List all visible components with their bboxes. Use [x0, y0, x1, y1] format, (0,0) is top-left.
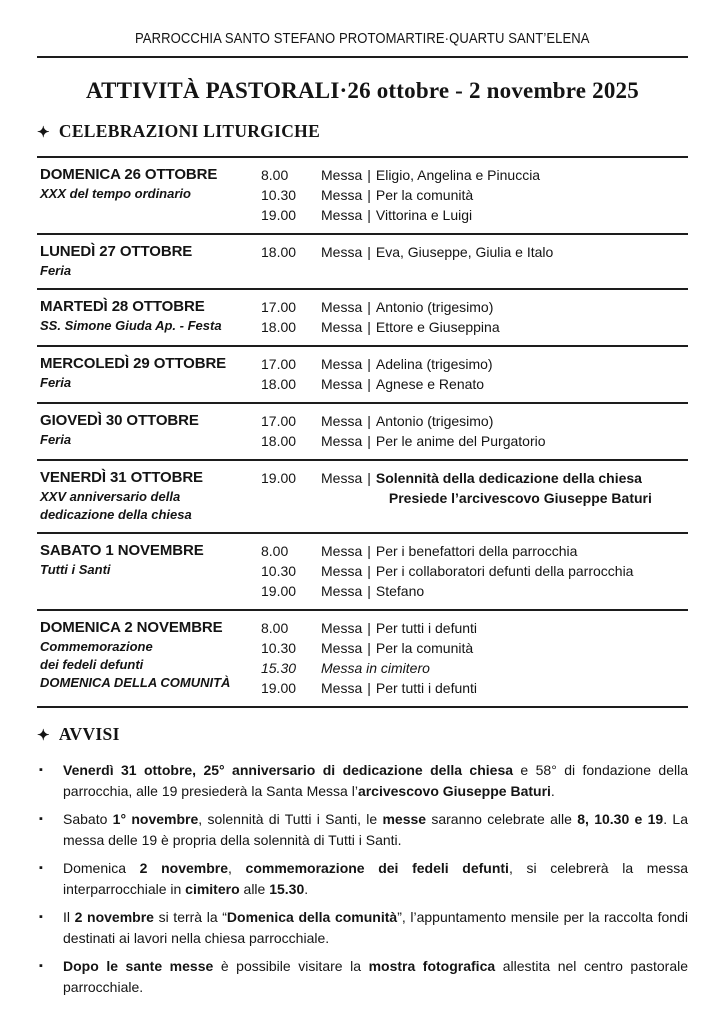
day-subtitle: SS. Simone Giuda Ap. - Festa	[40, 318, 222, 333]
avviso-text-segment: saranno celebrate alle	[426, 811, 578, 827]
mass-entry	[261, 468, 688, 508]
avviso-item	[37, 809, 688, 851]
avviso-text	[63, 809, 688, 851]
mass-description-line: Vittorina e Luigi	[375, 207, 473, 223]
mass-label: Messa	[321, 470, 363, 486]
mass-label: Messa	[321, 433, 363, 449]
day-subtitle: Feria	[40, 263, 72, 278]
parish-name: PARROCCHIA SANTO STEFANO PROTOMARTIRE·QUARTU SANT’ELENA	[135, 30, 590, 47]
square-bullet-icon: ▪	[39, 911, 43, 923]
mass-label: Messa	[321, 680, 363, 696]
mass-time: 10.30	[261, 187, 297, 203]
mass-description-line: Adelina (trigesimo)	[375, 356, 493, 372]
mass-entry	[261, 185, 688, 205]
mass-time: 19.00	[261, 583, 297, 599]
mass-label: Messa	[321, 640, 363, 656]
day-title: MARTEDÌ 28 OTTOBRE	[40, 298, 205, 315]
mass-entry	[261, 374, 688, 394]
avviso-text-segment: .	[304, 881, 309, 897]
mass-description	[376, 411, 688, 431]
mass-description	[376, 581, 688, 601]
mass-description-line: Solennità della dedicazione della chiesa	[375, 470, 642, 486]
mass-entry	[261, 618, 688, 638]
avviso-text-bold-segment: arcivescovo Giuseppe Baturi	[357, 783, 551, 799]
avviso-text-segment: ,	[228, 860, 246, 876]
day-cell	[37, 618, 261, 698]
mass-label: Messa	[321, 244, 363, 260]
pipe-separator: |	[367, 470, 371, 486]
day-subtitle: Commemorazione	[40, 639, 153, 654]
mass-list	[261, 618, 688, 698]
avviso-text-bold-segment: mostra fotografica	[368, 958, 496, 974]
avviso-text-segment: , solennità di Tutti i Santi, le	[198, 811, 383, 827]
day-title: DOMENICA 2 NOVEMBRE	[40, 619, 223, 636]
mass-time: 15.30	[261, 660, 297, 676]
mass-entry	[261, 354, 688, 374]
schedule-row	[37, 290, 688, 347]
mass-entry	[261, 658, 688, 678]
mass-label: Messa	[321, 563, 363, 579]
mass-description	[376, 297, 688, 317]
schedule-row	[37, 235, 688, 290]
schedule-row	[37, 611, 688, 708]
mass-entry	[261, 638, 688, 658]
mass-entry	[261, 561, 688, 581]
mass-description-line: Per la comunità	[375, 187, 474, 203]
mass-entry	[261, 317, 688, 337]
day-cell	[37, 354, 261, 394]
avviso-text-segment: , si celebrerà la messa interparrocchiale in	[63, 860, 689, 897]
pipe-separator: |	[367, 413, 371, 429]
mass-description-line: Per i benefattori della parrocchia	[375, 543, 578, 559]
day-subtitle: dei fedeli defunti	[40, 657, 144, 672]
day-subtitle: Feria	[40, 375, 72, 390]
avviso-text-segment: Domenica	[63, 860, 140, 876]
avviso-text	[63, 858, 688, 900]
mass-time: 18.00	[261, 244, 297, 260]
mass-description	[376, 431, 688, 451]
pipe-separator: |	[367, 207, 371, 223]
pipe-separator: |	[367, 299, 371, 315]
square-bullet-icon: ▪	[39, 862, 43, 874]
mass-description	[376, 354, 688, 374]
mass-description	[376, 205, 688, 225]
day-subtitle: Feria	[40, 432, 72, 447]
square-bullet-icon: ▪	[39, 813, 43, 825]
day-subtitle: XXX del tempo ordinario	[40, 186, 191, 201]
mass-entry	[261, 205, 688, 225]
day-title: DOMENICA 26 OTTOBRE	[40, 166, 218, 183]
pipe-separator: |	[367, 543, 371, 559]
day-subtitle: dedicazione della chiesa	[40, 507, 192, 522]
avviso-text-bold-segment: 1° novembre	[112, 811, 199, 827]
mass-description	[376, 638, 688, 658]
pipe-separator: |	[367, 319, 371, 335]
avviso-text-segment: .	[550, 783, 555, 799]
schedule-row	[37, 158, 688, 235]
avviso-item	[37, 858, 688, 900]
mass-description	[376, 541, 688, 561]
day-subtitle: DOMENICA DELLA COMUNITÀ	[40, 675, 231, 690]
mass-description-line: Presiede l’arcivescovo Giuseppe Baturi	[388, 490, 652, 506]
day-title: MERCOLEDÌ 29 OTTOBRE	[40, 355, 227, 372]
mass-entry	[261, 411, 688, 431]
day-subtitle: XXV anniversario della	[40, 489, 181, 504]
avviso-text-bold-segment: 8, 10.30 e 19	[577, 811, 664, 827]
mass-label: Messa	[321, 413, 363, 429]
mass-time: 17.00	[261, 299, 297, 315]
mass-label: Messa	[321, 187, 363, 203]
header-divider	[37, 56, 688, 58]
mass-entry	[261, 242, 688, 262]
mass-time: 18.00	[261, 376, 297, 392]
mass-time: 18.00	[261, 319, 297, 335]
mass-description-line: Agnese e Renato	[375, 376, 485, 392]
avviso-text-bold-segment: cimitero	[185, 881, 240, 897]
mass-description-line: Per i collaboratori defunti della parrocchia	[375, 563, 634, 579]
document-title: ATTIVITÀ PASTORALI·26 ottobre - 2 novembre 2025	[86, 78, 639, 103]
day-cell	[37, 541, 261, 601]
mass-label: Messa	[321, 319, 363, 335]
mass-time: 17.00	[261, 413, 297, 429]
avviso-text	[63, 907, 688, 949]
schedule-row	[37, 347, 688, 404]
diamond-bullet-icon: ✦	[37, 728, 50, 744]
avviso-text-bold-segment: Domenica della comunità	[226, 909, 398, 925]
day-cell	[37, 468, 261, 524]
mass-label: Messa	[321, 299, 363, 315]
avvisi-heading-label: AVVISI	[58, 724, 120, 744]
day-title: SABATO 1 NOVEMBRE	[40, 542, 204, 559]
day-title: VENERDÌ 31 OTTOBRE	[40, 469, 203, 486]
mass-label: Messa	[321, 620, 363, 636]
mass-description-line: Per la comunità	[375, 640, 474, 656]
mass-description	[376, 242, 688, 262]
mass-description-line: Eligio, Angelina e Pinuccia	[375, 167, 541, 183]
schedule-row	[37, 461, 688, 534]
mass-label: Messa	[321, 167, 363, 183]
square-bullet-icon: ▪	[39, 960, 43, 972]
page-header	[37, 30, 688, 48]
mass-list	[261, 541, 688, 601]
mass-time: 19.00	[261, 207, 297, 223]
pipe-separator: |	[367, 433, 371, 449]
pipe-separator: |	[367, 244, 371, 260]
pipe-separator: |	[367, 167, 371, 183]
mass-description	[376, 561, 688, 581]
mass-entry	[261, 541, 688, 561]
day-cell	[37, 411, 261, 451]
mass-entry	[261, 678, 688, 698]
mass-description-line: Antonio (trigesimo)	[375, 299, 494, 315]
mass-entry	[261, 431, 688, 451]
avviso-text	[63, 956, 688, 998]
avviso-text-segment: è possibile visitare la	[213, 958, 369, 974]
avviso-text-segment: . La messa delle 19 è propria della solennità di Tutti i Santi.	[63, 811, 688, 848]
avviso-text-bold-segment: 2 novembre	[74, 909, 154, 925]
liturgy-section-heading	[37, 120, 688, 144]
day-subtitle: Tutti i Santi	[40, 562, 111, 577]
mass-description-line: Eva, Giuseppe, Giulia e Italo	[375, 244, 554, 260]
pipe-separator: |	[367, 620, 371, 636]
pipe-separator: |	[367, 376, 371, 392]
mass-description	[376, 374, 688, 394]
mass-label: Messa in cimitero	[321, 660, 430, 676]
avviso-text-bold-segment: Venerdì 31 ottobre, 25° anniversario di dedicazione della chiesa	[63, 762, 514, 778]
schedule-table	[37, 156, 688, 708]
avviso-text-segment: e 58° di fondazione della parrocchia, alle 19 presiederà la Santa Messa l’	[63, 762, 688, 799]
mass-description	[376, 165, 688, 185]
day-title: LUNEDÌ 27 OTTOBRE	[40, 243, 193, 260]
mass-description	[376, 678, 688, 698]
mass-time: 19.00	[261, 470, 297, 486]
mass-label: Messa	[321, 207, 363, 223]
mass-list	[261, 242, 688, 280]
mass-description-line: Ettore e Giuseppina	[375, 319, 500, 335]
pipe-separator: |	[367, 583, 371, 599]
mass-description-line: Per le anime del Purgatorio	[375, 433, 546, 449]
avviso-text	[63, 760, 688, 802]
mass-label: Messa	[321, 543, 363, 559]
pipe-separator: |	[367, 187, 371, 203]
avviso-text-segment: si terrà la “	[153, 909, 227, 925]
day-title: GIOVEDÌ 30 OTTOBRE	[40, 412, 199, 429]
diamond-bullet-icon: ✦	[37, 125, 50, 141]
avviso-text-segment: allestita nel centro pastorale parrocchiale.	[63, 958, 689, 995]
mass-list	[261, 354, 688, 394]
avviso-text-bold-segment: Dopo le sante messe	[63, 958, 214, 974]
mass-time: 10.30	[261, 640, 297, 656]
schedule-row	[37, 404, 688, 461]
avvisi-section-heading	[37, 723, 688, 747]
mass-entry	[261, 297, 688, 317]
mass-time: 8.00	[261, 543, 289, 559]
mass-label: Messa	[321, 583, 363, 599]
avviso-text-segment: Il	[63, 909, 75, 925]
avviso-text-bold-segment: commemorazione dei fedeli defunti	[245, 860, 509, 876]
day-cell	[37, 242, 261, 280]
mass-list	[261, 165, 688, 225]
avvisi-list	[37, 760, 688, 998]
avviso-text-bold-segment: messe	[382, 811, 427, 827]
mass-label: Messa	[321, 376, 363, 392]
avviso-item	[37, 956, 688, 998]
pipe-separator: |	[367, 356, 371, 372]
mass-entry	[261, 165, 688, 185]
mass-description	[376, 185, 688, 205]
pipe-separator: |	[367, 640, 371, 656]
mass-label: Messa	[321, 356, 363, 372]
mass-list	[261, 411, 688, 451]
mass-time: 8.00	[261, 167, 289, 183]
schedule-row	[37, 534, 688, 611]
mass-description-line: Stefano	[375, 583, 425, 599]
mass-time: 10.30	[261, 563, 297, 579]
avviso-text-bold-segment: 2 novembre	[139, 860, 229, 876]
mass-description-line: Per tutti i defunti	[375, 620, 478, 636]
avviso-text-segment: Sabato	[63, 811, 113, 827]
mass-time: 17.00	[261, 356, 297, 372]
day-cell	[37, 165, 261, 225]
mass-time: 18.00	[261, 433, 297, 449]
pipe-separator: |	[367, 563, 371, 579]
mass-description-line: Per tutti i defunti	[375, 680, 478, 696]
pipe-separator: |	[367, 680, 371, 696]
avviso-item	[37, 760, 688, 802]
mass-time: 8.00	[261, 620, 289, 636]
mass-time: 19.00	[261, 680, 297, 696]
avviso-text-segment: ”, l’appuntamento mensile per la raccolta fondi destinati ai lavori nella chiesa parrocchiale.	[63, 909, 688, 946]
avviso-text-segment: alle	[239, 881, 270, 897]
day-cell	[37, 297, 261, 337]
mass-list	[261, 468, 688, 524]
avviso-item	[37, 907, 688, 949]
square-bullet-icon: ▪	[39, 764, 43, 776]
mass-description	[376, 468, 688, 508]
mass-entry	[261, 581, 688, 601]
avviso-text-bold-segment: 15.30	[269, 881, 305, 897]
mass-description	[376, 618, 688, 638]
mass-description	[376, 317, 688, 337]
mass-list	[261, 297, 688, 337]
mass-description-line: Antonio (trigesimo)	[375, 413, 494, 429]
liturgy-heading-label: CELEBRAZIONI LITURGICHE	[58, 121, 321, 141]
